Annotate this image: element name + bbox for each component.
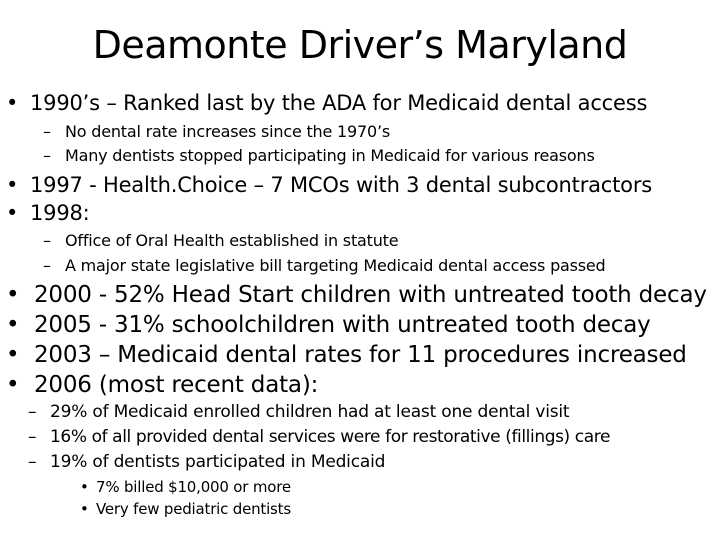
dash-marker-icon: – xyxy=(43,146,51,165)
bullet-text: 2000 - 52% Head Start children with untreated tooth decay xyxy=(34,282,707,308)
sub-bullet-item xyxy=(43,146,595,165)
sub-bullet-text: 19% of dentists participated in Medicaid xyxy=(50,452,386,472)
bullet-dot-icon: • xyxy=(6,201,19,225)
bullet-item xyxy=(6,91,647,115)
sub-sub-bullet-item xyxy=(80,500,291,518)
bullet-item xyxy=(6,342,687,368)
bullet-dot-icon: • xyxy=(80,478,89,496)
dash-marker-icon: – xyxy=(43,231,51,250)
bullet-text: 1997 - Health.Choice – 7 MCOs with 3 dental subcontractors xyxy=(30,173,652,197)
bullet-item xyxy=(6,372,318,398)
bullet-item xyxy=(6,201,90,225)
bullet-item xyxy=(6,173,652,197)
sub-sub-bullet-text: 7% billed $10,000 or more xyxy=(96,478,291,496)
sub-bullet-text: A major state legislative bill targeting Medicaid dental access passed xyxy=(65,256,606,275)
sub-sub-bullet-item xyxy=(80,478,291,496)
sub-bullet-text: 16% of all provided dental services were for restorative (fillings) care xyxy=(50,427,611,447)
bullet-text: 2005 - 31% schoolchildren with untreated tooth decay xyxy=(34,312,651,338)
dash-marker-icon: – xyxy=(43,256,51,275)
sub-bullet-text: No dental rate increases since the 1970’s xyxy=(65,122,390,141)
dash-marker-icon: – xyxy=(28,452,37,472)
sub-bullet-item xyxy=(43,256,606,275)
sub-bullet-text: Many dentists stopped participating in Medicaid for various reasons xyxy=(65,146,595,165)
bullet-text: 1990’s – Ranked last by the ADA for Medicaid dental access xyxy=(30,91,648,115)
bullet-item xyxy=(6,312,651,338)
bullet-dot-icon: • xyxy=(80,500,89,518)
sub-bullet-text: Office of Oral Health established in statute xyxy=(65,231,399,250)
dash-marker-icon: – xyxy=(43,122,51,141)
bullet-text: 2006 (most recent data): xyxy=(34,372,319,398)
sub-sub-bullet-text: Very few pediatric dentists xyxy=(96,500,291,518)
bullet-text: 1998: xyxy=(30,201,90,225)
bullet-dot-icon: • xyxy=(6,342,20,368)
bullet-text: 2003 – Medicaid dental rates for 11 procedures increased xyxy=(34,342,687,368)
bullet-dot-icon: • xyxy=(6,312,20,338)
sub-bullet-item xyxy=(43,122,390,141)
bullet-dot-icon: • xyxy=(6,372,20,398)
dash-marker-icon: – xyxy=(28,402,37,422)
bullet-dot-icon: • xyxy=(6,91,19,115)
bullet-dot-icon: • xyxy=(6,282,20,308)
sub-bullet-text: 29% of Medicaid enrolled children had at least one dental visit xyxy=(50,402,570,422)
bullet-item xyxy=(6,282,707,308)
dash-marker-icon: – xyxy=(28,427,37,447)
sub-bullet-item xyxy=(43,231,398,250)
sub-bullet-item xyxy=(28,427,610,447)
sub-bullet-item xyxy=(28,402,569,422)
slide-title: Deamonte Driver’s Maryland xyxy=(92,23,628,67)
bullet-dot-icon: • xyxy=(6,173,19,197)
sub-bullet-item xyxy=(28,452,385,472)
